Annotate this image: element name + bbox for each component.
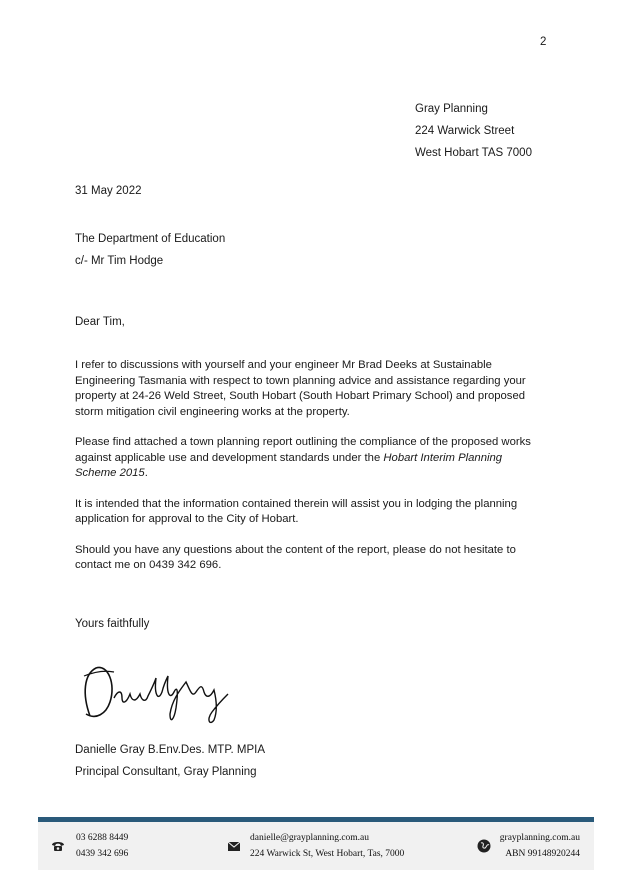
sender-city: West Hobart TAS 7000: [415, 147, 532, 159]
signer-name: Danielle Gray B.Env.Des. MTP. MPIA: [75, 744, 266, 756]
footer-address: 224 Warwick St, West Hobart, Tas, 7000: [250, 849, 405, 859]
closing: Yours faithfully: [75, 618, 150, 630]
letter-body: [75, 358, 545, 589]
paragraph-2-end: .: [144, 467, 148, 479]
footer-web: [458, 830, 580, 862]
email-icon: [226, 838, 242, 854]
recipient-attention: c/- Mr Tim Hodge: [75, 255, 164, 267]
salutation: Dear Tim,: [75, 316, 125, 328]
scheme-name: Hobart Interim Planning Scheme 2015: [75, 451, 503, 479]
page-number: 2: [540, 36, 547, 48]
body-paragraph-2: [75, 435, 545, 482]
body-paragraph-3: It is intended that the information contained therein will assist you in lodging the planning application for approval to the City of Hobart.: [75, 497, 518, 525]
footer-phone-2: 0439 342 696: [76, 849, 129, 859]
recipient-organisation: The Department of Education: [75, 233, 226, 245]
footer-website: grayplanning.com.au: [499, 833, 580, 843]
footer-abn: ABN 99148920244: [505, 849, 580, 859]
recipient-address: [75, 228, 225, 272]
sender-street: 224 Warwick Street: [415, 125, 515, 137]
paragraph-2-text: Please find attached a town planning report outlining the compliance of the proposed works against applicable use and development standards under the: [75, 436, 531, 464]
letter-date: 31 May 2022: [75, 185, 142, 197]
signer-title: Principal Consultant, Gray Planning: [75, 766, 257, 778]
sender-address: [415, 98, 532, 164]
signature: [74, 654, 234, 734]
footer-contact: [250, 830, 404, 862]
body-paragraph-4: Should you have any questions about the content of the report, please do not hesitate to contact me on 0439 342 696.: [75, 543, 516, 571]
phone-icon: [50, 838, 66, 854]
signer-block: [75, 739, 265, 783]
footer-email: danielle@grayplanning.com.au: [250, 833, 370, 843]
sender-name: Gray Planning: [415, 103, 488, 115]
footer-phone-1: 03 6288 8449: [76, 833, 129, 843]
footer: [38, 822, 594, 870]
footer-phones: [76, 830, 128, 862]
body-paragraph-1: I refer to discussions with yourself and your engineer Mr Brad Deeks at Sustainable Engineering Tasmania with respect to town planning advice and assistance regarding your property at 24-26 Weld Street, South Hobart (South Hobart Primary School) and proposed storm mitigation civil engineering works at the property.: [75, 359, 526, 418]
